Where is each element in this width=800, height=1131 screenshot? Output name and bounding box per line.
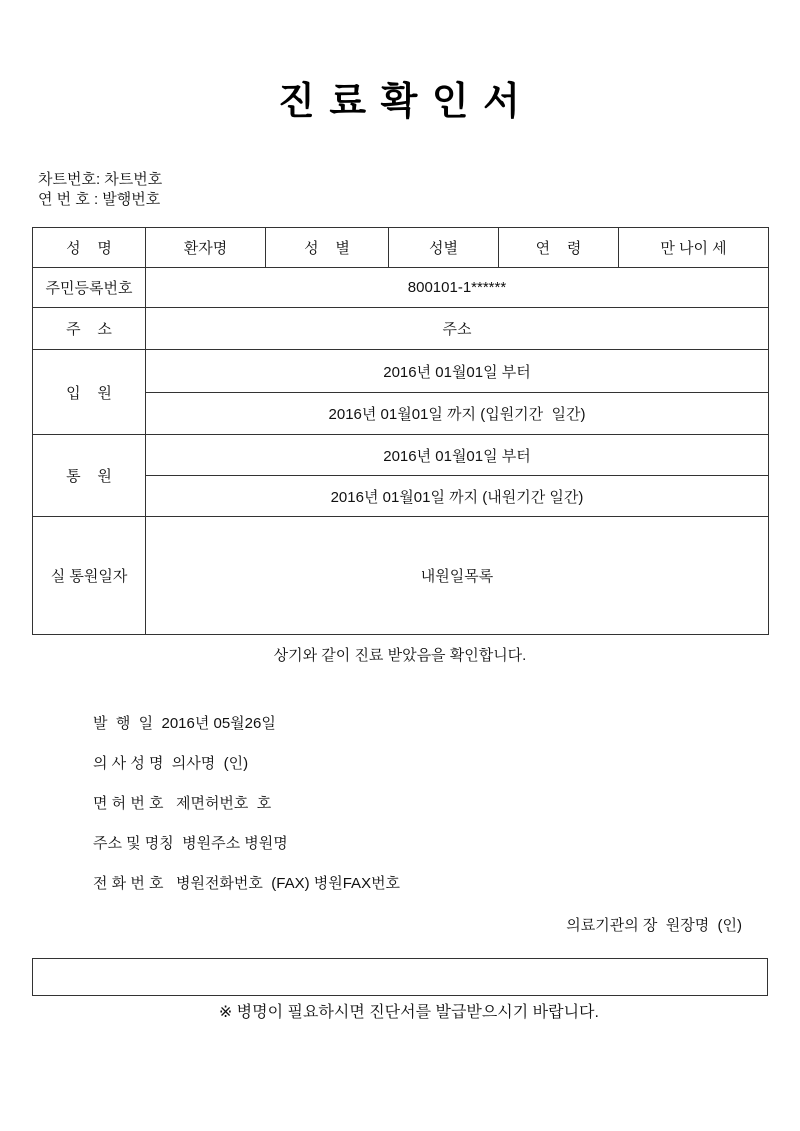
serial-number-line: 연 번 호 : 발행번호 bbox=[38, 191, 161, 208]
issue-info-block bbox=[93, 704, 800, 904]
resident-id-label-cell: 주민등록번호 bbox=[33, 268, 146, 308]
license-number-line: 면 허 번 호 제면허번호 호 bbox=[93, 795, 272, 812]
name-label-cell: 성 명 bbox=[33, 228, 146, 268]
age-label-cell: 연 령 bbox=[499, 228, 619, 268]
outpatient-from-cell: 2016년 01월01일 부터 bbox=[146, 435, 769, 476]
page-title: 진 료 확 인 서 bbox=[278, 81, 522, 123]
gender-value-cell: 성별 bbox=[389, 228, 499, 268]
doctor-name-line: 의 사 성 명 의사명 (인) bbox=[93, 755, 249, 772]
outpatient-to-cell: 2016년 01월01일 까지 (내원기간 일간) bbox=[146, 476, 769, 517]
chart-info bbox=[38, 170, 800, 210]
notice-box bbox=[32, 958, 768, 1021]
admission-label-cell: 입 원 bbox=[33, 350, 146, 435]
actual-visits-value-cell: 내원일목록 bbox=[146, 517, 769, 635]
address-value-cell: 주소 bbox=[146, 308, 769, 350]
issue-date-line: 발 행 일 2016년 05월26일 bbox=[93, 715, 276, 732]
patient-name-cell: 환자명 bbox=[146, 228, 266, 268]
gender-label-cell: 성 별 bbox=[266, 228, 389, 268]
director-signature-line: 의료기관의 장 원장명 (인) bbox=[566, 917, 742, 934]
resident-id-value-cell: 800101-1****** bbox=[146, 268, 769, 308]
hospital-address-line: 주소 및 명칭 병원주소 병원명 bbox=[93, 835, 288, 852]
chart-number-line: 차트번호: 차트번호 bbox=[38, 171, 163, 188]
confirmation-text: 상기와 같이 진료 받았음을 확인합니다. bbox=[273, 647, 527, 664]
admission-from-cell: 2016년 01월01일 부터 bbox=[146, 350, 769, 393]
phone-fax-line: 전 화 번 호 병원전화번호 (FAX) 병원FAX번호 bbox=[93, 875, 401, 892]
notice-text: ※ 병명이 필요하시면 진단서를 발급받으시기 바랍니다. bbox=[218, 1004, 599, 1021]
admission-to-cell: 2016년 01월01일 까지 (입원기간 일간) bbox=[146, 393, 769, 435]
actual-visits-label-cell: 실 통원일자 bbox=[33, 517, 146, 635]
outpatient-label-cell: 통 원 bbox=[33, 435, 146, 517]
patient-info-table bbox=[32, 227, 769, 635]
address-label-cell: 주 소 bbox=[33, 308, 146, 350]
age-value-cell: 만 나이 세 bbox=[619, 228, 769, 268]
